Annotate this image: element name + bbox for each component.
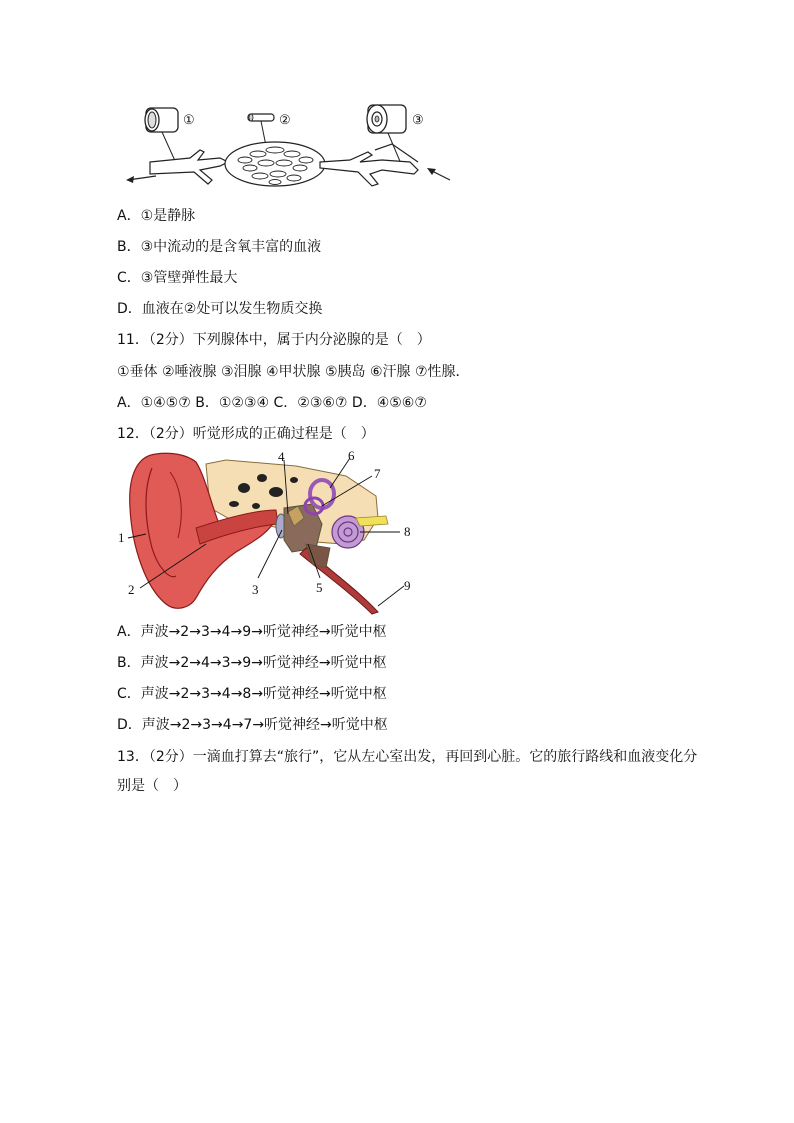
blood-vessel-diagram [120, 100, 460, 192]
q12-option-d: D．声波→2→3→4→7→听觉神经→听觉中枢 [117, 717, 388, 733]
q13-stem-line2: 别是（ ） [117, 778, 187, 794]
q12-option-a: A．声波→2→3→4→9→听觉神经→听觉中枢 [117, 624, 387, 640]
flow-arrow-left-icon [126, 176, 156, 183]
ear-anatomy-diagram [116, 448, 420, 616]
label-circle-3: ③ [412, 112, 424, 127]
ear-label-5: 5 [316, 580, 323, 595]
ear-label-6: 6 [348, 448, 355, 463]
label-circle-1: ① [183, 112, 195, 127]
ear-label-8: 8 [404, 524, 411, 539]
q11-stem: 11．（2分）下列腺体中，属于内分泌腺的是（ ） [117, 332, 431, 348]
q11-options: A．①④⑤⑦ B．①②③④ C．②③⑥⑦ D．④⑤⑥⑦ [117, 395, 427, 411]
q12-option-c: C．声波→2→3→4→8→听觉神经→听觉中枢 [117, 686, 387, 702]
ear-label-7: 7 [374, 466, 381, 481]
vessel-cross-section-3 [367, 105, 406, 133]
q10-option-a: A．①是静脉 [117, 208, 196, 224]
ear-label-1: 1 [118, 530, 125, 545]
ear-label-3: 3 [252, 582, 259, 597]
q11-items: ①垂体 ②唾液腺 ③泪腺 ④甲状腺 ⑤胰岛 ⑥汗腺 ⑦性腺． [117, 364, 470, 380]
artery-vessel [320, 144, 418, 186]
q12-option-b: B．声波→2→4→3→9→听觉神经→听觉中枢 [117, 655, 387, 671]
ear-label-2: 2 [128, 582, 135, 597]
q13-stem-line1: 13．（2分）一滴血打算去“旅行”，它从左心室出发，再回到心脏。它的旅行路线和血液变化分 [117, 749, 698, 765]
q12-stem: 12．（2分）听觉形成的正确过程是（ ） [117, 426, 375, 442]
vessel-cross-section-2 [248, 114, 274, 121]
label-circle-2: ② [279, 112, 291, 127]
flow-arrow-right-icon [427, 168, 450, 180]
capillary-network [225, 142, 325, 186]
vein-vessel [150, 150, 228, 184]
q10-option-d: D．血液在②处可以发生物质交换 [117, 301, 323, 317]
q10-option-c: C．③管壁弹性最大 [117, 270, 238, 286]
vessel-cross-section-1 [145, 108, 178, 132]
ear-label-4: 4 [278, 449, 285, 464]
ear-label-9: 9 [404, 578, 411, 593]
q10-option-b: B．③中流动的是含氧丰富的血液 [117, 239, 322, 255]
